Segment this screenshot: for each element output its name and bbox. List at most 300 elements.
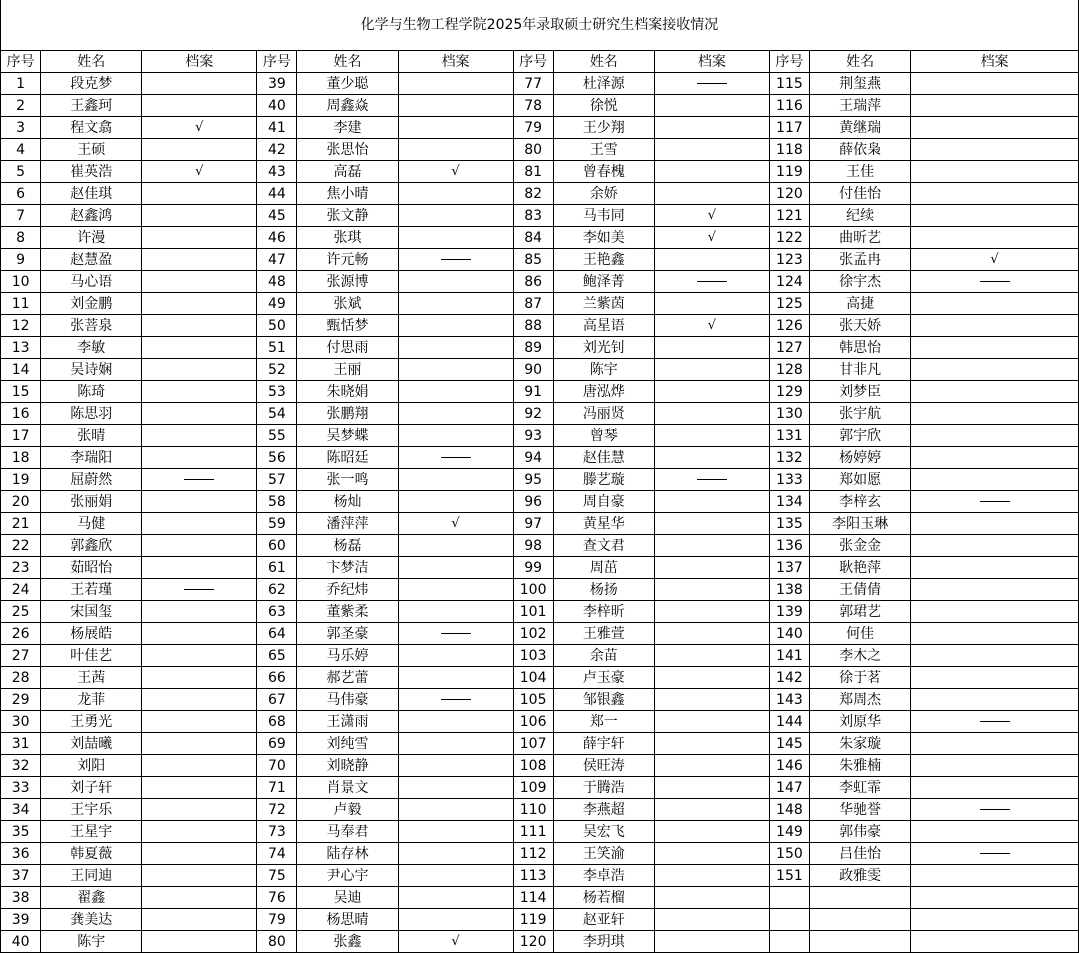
cell-archive [654,359,769,381]
cell-name: 甘非凡 [810,359,911,381]
cell-archive [654,95,769,117]
cell-name: 卢玉豪 [553,667,654,689]
cell-archive [911,887,1079,909]
cell-name: 刘原华 [810,711,911,733]
cell-name: 张天娇 [810,315,911,337]
table-row [1,887,1079,909]
cell-archive [911,645,1079,667]
cell-seq: 54 [257,403,297,425]
cell-archive [911,909,1079,931]
cell-name: 于腾浩 [553,777,654,799]
cell-seq: 17 [1,425,41,447]
cell-seq: 66 [257,667,297,689]
cell-name: 赵亚轩 [553,909,654,931]
table-row [1,205,1079,227]
cell-archive [142,447,257,469]
received-check-mark: √ [451,164,460,179]
cell-name: 潘萍萍 [297,513,398,535]
cell-seq: 24 [1,579,41,601]
cell-name: 刘金鹏 [41,293,142,315]
cell-seq: 107 [513,733,553,755]
header-name: 姓名 [41,51,142,73]
cell-name: 段克梦 [41,73,142,95]
cell-seq: 134 [769,491,809,513]
cell-archive [911,271,1079,293]
cell-name: 崔英浩 [41,161,142,183]
cell-archive [398,535,513,557]
cell-name: 卞梦洁 [297,557,398,579]
cell-name: 杨磊 [297,535,398,557]
table-body [1,73,1079,953]
not-received-dash-mark [184,479,214,480]
cell-archive [654,117,769,139]
cell-seq: 145 [769,733,809,755]
cell-name: 韩夏薇 [41,843,142,865]
cell-archive [654,755,769,777]
cell-seq: 115 [769,73,809,95]
cell-archive [142,865,257,887]
header-seq: 序号 [1,51,41,73]
table-row [1,359,1079,381]
cell-archive [654,623,769,645]
cell-seq [769,909,809,931]
cell-seq: 146 [769,755,809,777]
cell-name: 政雅雯 [810,865,911,887]
header-seq: 序号 [257,51,297,73]
cell-archive [142,227,257,249]
cell-seq: 63 [257,601,297,623]
cell-archive [911,403,1079,425]
table-row [1,227,1079,249]
cell-seq: 16 [1,403,41,425]
cell-name: 杨婷婷 [810,447,911,469]
cell-seq: 81 [513,161,553,183]
cell-name: 董少聪 [297,73,398,95]
cell-archive [398,579,513,601]
cell-seq: 136 [769,535,809,557]
not-received-dash-mark [441,259,471,260]
header-archive: 档案 [654,51,769,73]
cell-name: 宋国玺 [41,601,142,623]
cell-seq: 37 [1,865,41,887]
table-row [1,425,1079,447]
cell-seq: 27 [1,645,41,667]
cell-archive [911,337,1079,359]
cell-name: 马健 [41,513,142,535]
cell-name: 程文翕 [41,117,142,139]
table-row [1,821,1079,843]
table-row [1,843,1079,865]
cell-archive [398,425,513,447]
table-row [1,755,1079,777]
cell-archive [654,645,769,667]
cell-archive [398,183,513,205]
cell-archive [911,315,1079,337]
cell-archive [911,689,1079,711]
cell-archive [142,425,257,447]
cell-seq: 148 [769,799,809,821]
received-check-mark: √ [707,318,716,333]
cell-archive [398,799,513,821]
cell-seq: 57 [257,469,297,491]
cell-seq: 114 [513,887,553,909]
cell-name: 刘晓静 [297,755,398,777]
cell-archive [398,513,513,535]
cell-seq: 80 [513,139,553,161]
table-row [1,557,1079,579]
cell-archive [142,271,257,293]
cell-archive [142,667,257,689]
cell-seq: 14 [1,359,41,381]
cell-archive [654,667,769,689]
cell-seq: 8 [1,227,41,249]
cell-seq: 99 [513,557,553,579]
cell-seq: 3 [1,117,41,139]
cell-archive [142,139,257,161]
cell-archive [142,249,257,271]
cell-archive [398,139,513,161]
cell-archive [654,293,769,315]
cell-seq: 56 [257,447,297,469]
cell-name: 李建 [297,117,398,139]
cell-seq: 116 [769,95,809,117]
cell-seq: 118 [769,139,809,161]
cell-name [810,931,911,953]
cell-archive [398,645,513,667]
cell-archive [142,689,257,711]
cell-archive [142,711,257,733]
cell-archive [398,821,513,843]
cell-archive [911,227,1079,249]
table-row [1,315,1079,337]
cell-seq: 129 [769,381,809,403]
cell-archive [911,359,1079,381]
table-row [1,117,1079,139]
cell-name: 朱雅楠 [810,755,911,777]
cell-archive [654,491,769,513]
cell-archive [142,337,257,359]
cell-seq: 149 [769,821,809,843]
cell-name: 屈蔚然 [41,469,142,491]
cell-archive [142,931,257,953]
cell-seq: 53 [257,381,297,403]
cell-seq: 7 [1,205,41,227]
cell-archive [911,183,1079,205]
table-row [1,139,1079,161]
cell-seq: 151 [769,865,809,887]
cell-name: 朱家璇 [810,733,911,755]
cell-seq: 106 [513,711,553,733]
cell-archive [142,909,257,931]
cell-seq: 141 [769,645,809,667]
cell-archive [911,205,1079,227]
cell-archive [654,73,769,95]
not-received-dash-mark [980,721,1010,722]
cell-name: 曾春槐 [553,161,654,183]
cell-seq: 39 [1,909,41,931]
cell-archive [398,887,513,909]
not-received-dash-mark [980,853,1010,854]
cell-name: 李玥琪 [553,931,654,953]
cell-archive [654,821,769,843]
cell-seq: 38 [1,887,41,909]
cell-seq: 72 [257,799,297,821]
page-title: 化学与生物工程学院2025年录取硕士研究生档案接收情况 [0,0,1079,50]
cell-seq: 30 [1,711,41,733]
received-check-mark: √ [707,230,716,245]
cell-name: 曲昕艺 [810,227,911,249]
cell-seq: 79 [513,117,553,139]
cell-name: 张源博 [297,271,398,293]
cell-archive [911,381,1079,403]
cell-seq: 6 [1,183,41,205]
header-archive: 档案 [142,51,257,73]
cell-archive [142,491,257,513]
not-received-dash-mark [697,281,727,282]
cell-seq: 20 [1,491,41,513]
cell-seq: 44 [257,183,297,205]
cell-name: 黄星华 [553,513,654,535]
cell-name: 王瑞萍 [810,95,911,117]
table-row [1,183,1079,205]
cell-name: 杨思晴 [297,909,398,931]
cell-archive [911,865,1079,887]
cell-name: 王少翔 [553,117,654,139]
table-row [1,711,1079,733]
cell-seq: 46 [257,227,297,249]
cell-archive [398,755,513,777]
cell-name: 郭宇欣 [810,425,911,447]
cell-seq: 70 [257,755,297,777]
cell-seq: 123 [769,249,809,271]
cell-name: 郝艺蕾 [297,667,398,689]
cell-archive [911,535,1079,557]
cell-name: 王宇乐 [41,799,142,821]
header-seq: 序号 [769,51,809,73]
cell-seq: 21 [1,513,41,535]
cell-seq: 75 [257,865,297,887]
not-received-dash-mark [980,281,1010,282]
cell-seq: 40 [1,931,41,953]
cell-name: 吴迪 [297,887,398,909]
received-check-mark: √ [990,252,999,267]
table-row [1,513,1079,535]
cell-seq: 94 [513,447,553,469]
table-row [1,535,1079,557]
not-received-dash-mark [441,699,471,700]
cell-archive [911,579,1079,601]
header-archive: 档案 [398,51,513,73]
cell-name: 高星语 [553,315,654,337]
cell-seq: 87 [513,293,553,315]
cell-name: 杨展皓 [41,623,142,645]
table-row [1,469,1079,491]
cell-name: 李卓浩 [553,865,654,887]
cell-name: 张鹏翔 [297,403,398,425]
cell-seq: 102 [513,623,553,645]
cell-name: 董紫柔 [297,601,398,623]
cell-seq: 10 [1,271,41,293]
cell-name: 李燕超 [553,799,654,821]
cell-seq: 130 [769,403,809,425]
table-row [1,733,1079,755]
cell-name: 张孟冉 [810,249,911,271]
cell-name [810,887,911,909]
header-row [1,51,1079,73]
cell-name: 鲍泽菁 [553,271,654,293]
cell-seq: 71 [257,777,297,799]
header-name: 姓名 [297,51,398,73]
cell-archive [911,117,1079,139]
cell-archive [142,381,257,403]
cell-archive [398,381,513,403]
table-row [1,447,1079,469]
cell-archive [398,205,513,227]
cell-seq: 101 [513,601,553,623]
cell-seq: 121 [769,205,809,227]
cell-archive [654,469,769,491]
cell-name: 吴宏飞 [553,821,654,843]
not-received-dash-mark [697,479,727,480]
cell-seq: 98 [513,535,553,557]
cell-name: 陈宇 [553,359,654,381]
cell-seq: 1 [1,73,41,95]
cell-seq: 147 [769,777,809,799]
cell-archive [398,601,513,623]
cell-name: 陈昭廷 [297,447,398,469]
cell-seq: 111 [513,821,553,843]
cell-archive [911,249,1079,271]
table-row [1,161,1079,183]
cell-name: 李阳玉琳 [810,513,911,535]
cell-seq: 100 [513,579,553,601]
cell-seq [769,931,809,953]
cell-seq: 5 [1,161,41,183]
cell-name [810,909,911,931]
cell-seq: 29 [1,689,41,711]
cell-archive [142,777,257,799]
cell-seq: 18 [1,447,41,469]
cell-archive [911,601,1079,623]
cell-archive [398,865,513,887]
cell-archive [911,777,1079,799]
cell-archive [398,315,513,337]
cell-seq: 59 [257,513,297,535]
cell-archive [142,403,257,425]
received-check-mark: √ [451,516,460,531]
cell-name: 郑如愿 [810,469,911,491]
cell-seq: 113 [513,865,553,887]
cell-seq: 65 [257,645,297,667]
cell-archive [398,117,513,139]
cell-name: 韩思怡 [810,337,911,359]
cell-name: 叶佳艺 [41,645,142,667]
cell-archive [142,887,257,909]
received-check-mark: √ [195,120,204,135]
cell-archive [398,667,513,689]
cell-name: 张菩泉 [41,315,142,337]
cell-name: 朱晓娟 [297,381,398,403]
cell-name: 李梓昕 [553,601,654,623]
cell-archive [911,139,1079,161]
cell-name: 马伟豪 [297,689,398,711]
cell-archive [654,337,769,359]
cell-archive [398,249,513,271]
cell-seq: 68 [257,711,297,733]
table-row [1,623,1079,645]
header-archive: 档案 [911,51,1079,73]
cell-seq: 39 [257,73,297,95]
cell-name: 马奉君 [297,821,398,843]
cell-name: 张思怡 [297,139,398,161]
cell-archive [654,271,769,293]
cell-seq: 133 [769,469,809,491]
cell-seq: 93 [513,425,553,447]
cell-archive [654,733,769,755]
cell-name: 何佳 [810,623,911,645]
cell-name: 郭圣豪 [297,623,398,645]
cell-seq: 23 [1,557,41,579]
cell-seq: 47 [257,249,297,271]
cell-name: 龚美达 [41,909,142,931]
cell-name: 薛依枭 [810,139,911,161]
cell-seq: 52 [257,359,297,381]
cell-seq: 109 [513,777,553,799]
cell-archive [654,799,769,821]
table-row [1,865,1079,887]
cell-name: 王雪 [553,139,654,161]
cell-name: 郭珺艺 [810,601,911,623]
cell-name: 杜泽源 [553,73,654,95]
cell-seq: 40 [257,95,297,117]
cell-archive [911,667,1079,689]
not-received-dash-mark [980,809,1010,810]
cell-name: 荆玺燕 [810,73,911,95]
cell-name: 赵鑫鸿 [41,205,142,227]
cell-name: 翟鑫 [41,887,142,909]
cell-archive [911,799,1079,821]
cell-archive [398,95,513,117]
cell-archive [654,161,769,183]
cell-name: 滕艺璇 [553,469,654,491]
cell-seq: 82 [513,183,553,205]
cell-name: 刘光钊 [553,337,654,359]
cell-archive [654,447,769,469]
cell-archive [142,799,257,821]
cell-seq: 26 [1,623,41,645]
cell-name: 兰紫茵 [553,293,654,315]
cell-seq: 48 [257,271,297,293]
cell-name: 吴梦蝶 [297,425,398,447]
cell-seq: 128 [769,359,809,381]
cell-name: 耿艳萍 [810,557,911,579]
not-received-dash-mark [441,633,471,634]
cell-name: 高捷 [810,293,911,315]
cell-seq: 67 [257,689,297,711]
cell-archive [142,645,257,667]
cell-archive [654,601,769,623]
cell-archive [398,161,513,183]
cell-archive [911,469,1079,491]
cell-archive [398,623,513,645]
cell-seq: 61 [257,557,297,579]
cell-archive [142,623,257,645]
table-row [1,249,1079,271]
cell-seq: 104 [513,667,553,689]
cell-archive [911,755,1079,777]
cell-seq: 22 [1,535,41,557]
cell-archive [911,425,1079,447]
